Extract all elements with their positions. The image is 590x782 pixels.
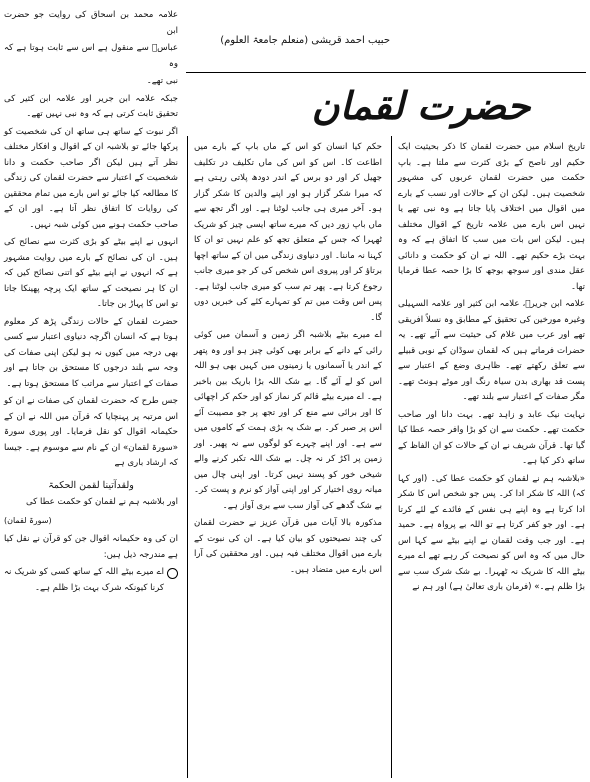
right-paragraph-4: «بلاشبہ ہم نے لقمان کو حکمت عطا کی۔ (اور کہا کہ) اللہ کا شکر ادا کر۔ پس جو شخص اس کا شکر ادا کرتا ہے وہ اپنے ہی نفس کے فائدے کے لئے کرتا ہے۔ اور جو کفر کرتا ہے تو اللہ بے پرواہ ہے۔ حمید ہے۔ اور جب وقت لقمان نے اپنے بیٹے سے کہا اس حال میں کہ وہ اس کو نصیحت کر رہے تھے اے میرے بیٹے اللہ کا شریک نہ ٹھہرا۔ بے شک شرک سب سے بڑا ظلم ہے۔» (فرمان باری تعالیٰ ہے) اور ہم نے [398,473,585,592]
left-paragraph-3: انہوں نے اپنے بیٹے کو بڑی کثرت سے نصائح کی ہیں۔ ان کی نصائح کے بارے میں روایت مشہور ہے کہ انہوں نے اپنے بیٹے کو اتنی نصائح کیں کہ ان کا ہر نصیحت کے ساتھ ایک پرچہ پھینکا جاتا تو اس کا پہاڑ بن جاتا۔ [4,237,178,309]
left-paragraph-6: ان کی وہ حکیمانہ اقوال جن کو قرآن نے نقل کیا ہے مندرجہ ذیل ہیں: [4,534,178,560]
right-paragraph-2: علامہ ابن جریرؒ، علامہ ابن کثیر اور علامہ السہیلی وغیرہ مورخین کی تحقیق کے مطابق وہ نسلاً افریقی تھے اور عرب میں غلام کی حیثیت سے آئے تھے۔ یہ حضرات فرماتے ہیں کہ لقمان سوڈان کے نوبی قبیلے سے تعلق رکھتے تھے۔ ظاہری وضع کے اعتبار سے پست قد بھاری بدن سیاہ رنگ اور موٹے ہونٹ تھے۔ مگر صفات کے اعتبار سے بلند تھے۔ [398,299,585,402]
middle-paragraph-3: مذکورہ بالا آیات میں قرآن عزیز نے حضرت لقمان کی چند نصیحتوں کو بیان کیا ہے۔ ان کی نبوت کے بارے میں اقوال مختلف فیہ ہیں۔ اور محققین کی آرا اس بارے میں متضاد ہیں۔ [194,518,382,575]
middle-paragraph-2: اے میرے بیٹے بلاشبہ اگر زمین و آسمان میں کوئی رائی کے دانے کے برابر بھی کوئی چیز ہو اور وہ پتھر کے اندر یا آسمانوں یا زمینوں میں کہیں بھی ہو اللہ اس کو لے آئے گا۔ بے شک اللہ بڑا باریک بین باخبر ہے۔ اے میرے بیٹے قائم کر نماز کو اور حکم کر اچھائی کا اور برائی سے منع کر اور تجھ پر جو مصیبت آئے اس پر صبر کر۔ بے شک یہ بڑی ہمت کے کاموں میں سے ہے۔ اور اپنے چہرے کو لوگوں سے نہ پھیر۔ اور زمین پر اکڑ کر نہ چل۔ بے شک اللہ تکبر کرنے والے شیخی خور کو پسند نہیں کرتا۔ اور اپنی چال میں میانہ روی اختیار کر اور اپنی آواز کو نرم و پست کر۔ بے شک گدھے کی آواز سب سے بری آواز ہے۔ [194,330,382,511]
verse-source: (سورۃ لقمان) [4,515,52,525]
right-paragraph-3: نہایت نیک عابد و زاہد تھے۔ بہت دانا اور صاحب حکمت تھے۔ حکمت سے ان کو بڑا وافر حصہ عطا کیا گیا تھا۔ قرآن شریف نے ان کے حالات کو ان الفاظ کے ساتھ ذکر کیا ہے۔ [398,409,585,466]
left-column [4,8,178,778]
list-item [4,565,178,596]
list-item-text: اے میرے بیٹے اللہ کے ساتھ کسی کو شریک نہ کرنا کیونکہ شرک بہت بڑا ظلم ہے۔ [4,567,164,593]
left-paragraph-5: جس طرح کہ حضرت لقمان کی صفات نے ان کو اس مرتبہ پر پہنچایا کہ قرآن میں اللہ نے ان کے حکیمانہ اقوال کو نقل فرمایا۔ اور پوری سورۃ «سورۃ لقمان» ان کے نام سے موسوم ہے۔ جیسا کہ ارشاد باری ہے [4,396,178,468]
author-byline: حبیب احمد قریشی (منعلم جامعۃ العلوم) [220,35,390,46]
left-top-line-1: علامہ محمد بن اسحاق کی روایت جو حضرت ابن [4,10,178,36]
column-divider-left [187,136,188,778]
left-paragraph-2: اگر نبوت کے ساتھ ہی ساتھ ان کی شخصیت کو پرکھا جائے تو بلاشبہ ان کے اقوال و افکار مختلف نظر آتے ہیں لیکن اگر صاحب حکمت و دانا شخصیت کے اعتبار سے حضرت لقمان کی زندگی کا مطالعہ کیا جائے تو اس بارے میں تمام محققین کی روایات کا اتفاق نظر آتا ہے۔ اور ان کے صاحب حکمت ہونے میں کوئی شبہ نہیں۔ [4,126,178,230]
right-paragraph-1: تاریخ اسلام میں حضرت لقمان کا ذکر بحیثیت ایک حکیم اور ناصح کے بڑی کثرت سے ملتا ہے۔ باپ حکمت میں حضرت لقمان عربوں کی مشہور شخصیت ہیں۔ لیکن ان کے حالات اور نسب کے بارے میں اقوال میں اختلاف پایا جاتا ہے وہ نبی تھے یا نہیں اس بارے میں علامہ تاریخ کے اقوال مختلف ہیں۔ لیکن اس بات میں سب کا اتفاق ہے کہ وہ بہت بڑے حکیم تھے۔ اللہ نے ان کو حکمت و دانائی عقل مندی اور سوجھ بوجھ کا بڑا حصہ عطا فرمایا تھا۔ [398,142,585,292]
middle-paragraph-1: حکم کیا انسان کو اس کے ماں باپ کے بارے میں اطاعت کا۔ اس کو اس کی ماں تکلیف در تکلیف جھیل کر اور دو برس کے اندر دودھ پلاتی رہتی ہے کہ میرا شکر گزار ہو اور اپنے والدین کا شکر گزار ہو۔ آخر میری ہی جانب لوٹنا ہے۔ اور اگر تجھ سے ماں باپ زور دیں کہ میرے ساتھ ایسی چیز کو شریک ٹھہرا کہ جس کے متعلق تجھ کو علم نہیں تو ان کا کہنا نہ ماننا۔ اور دنیاوی زندگی میں ان کے ساتھ اچھا برتاؤ کر اور پیروی اس شخص کی کر جو میری جانب رجوع کرتا ہے۔ پھر تم سب کو میری جانب لوٹنا ہے۔ پس اس وقت میں تم کو تمہارے کئے کی خبریں دوں گا۔ [194,142,382,323]
article-title: حضرت لقمان [311,83,531,128]
right-column [398,140,585,778]
verse-translation: اور بلاشبہ ہم نے لقمان کو حکمت عطا کی [26,497,178,507]
column-divider-right [391,136,392,778]
left-paragraph-4: حضرت لقمان کے حالات زندگی پڑھ کر معلوم ہوتا ہے کہ انسان اگرچہ دنیاوی اعتبار سے کسی بھی درجہ میں کیوں نہ ہو لیکن اپنی صفات کی وجہ سے بلند درجوں کا مستحق بن جاتا ہے اور صفات کے اعتبار سے مراتب کا مستحق ہوتا ہے۔ [4,316,178,389]
left-paragraph-1: جبکہ علامہ ابن جریر اور علامہ ابن کثیر کی تحقیق ثابت کرتی ہے کہ وہ نبی نہیں تھے۔ [4,93,178,119]
header-rule [186,72,586,73]
quran-verse: ولقدآتینا لقمن الحکمۃ [48,479,134,491]
circle-bullet-icon [167,568,178,579]
left-top-line-3: نبی تھے۔ [146,76,178,86]
left-top-line-2: عباسؓ سے منقول ہے اس سے ثابت ہوتا ہے کہ وہ [4,43,178,69]
middle-column [194,140,382,778]
